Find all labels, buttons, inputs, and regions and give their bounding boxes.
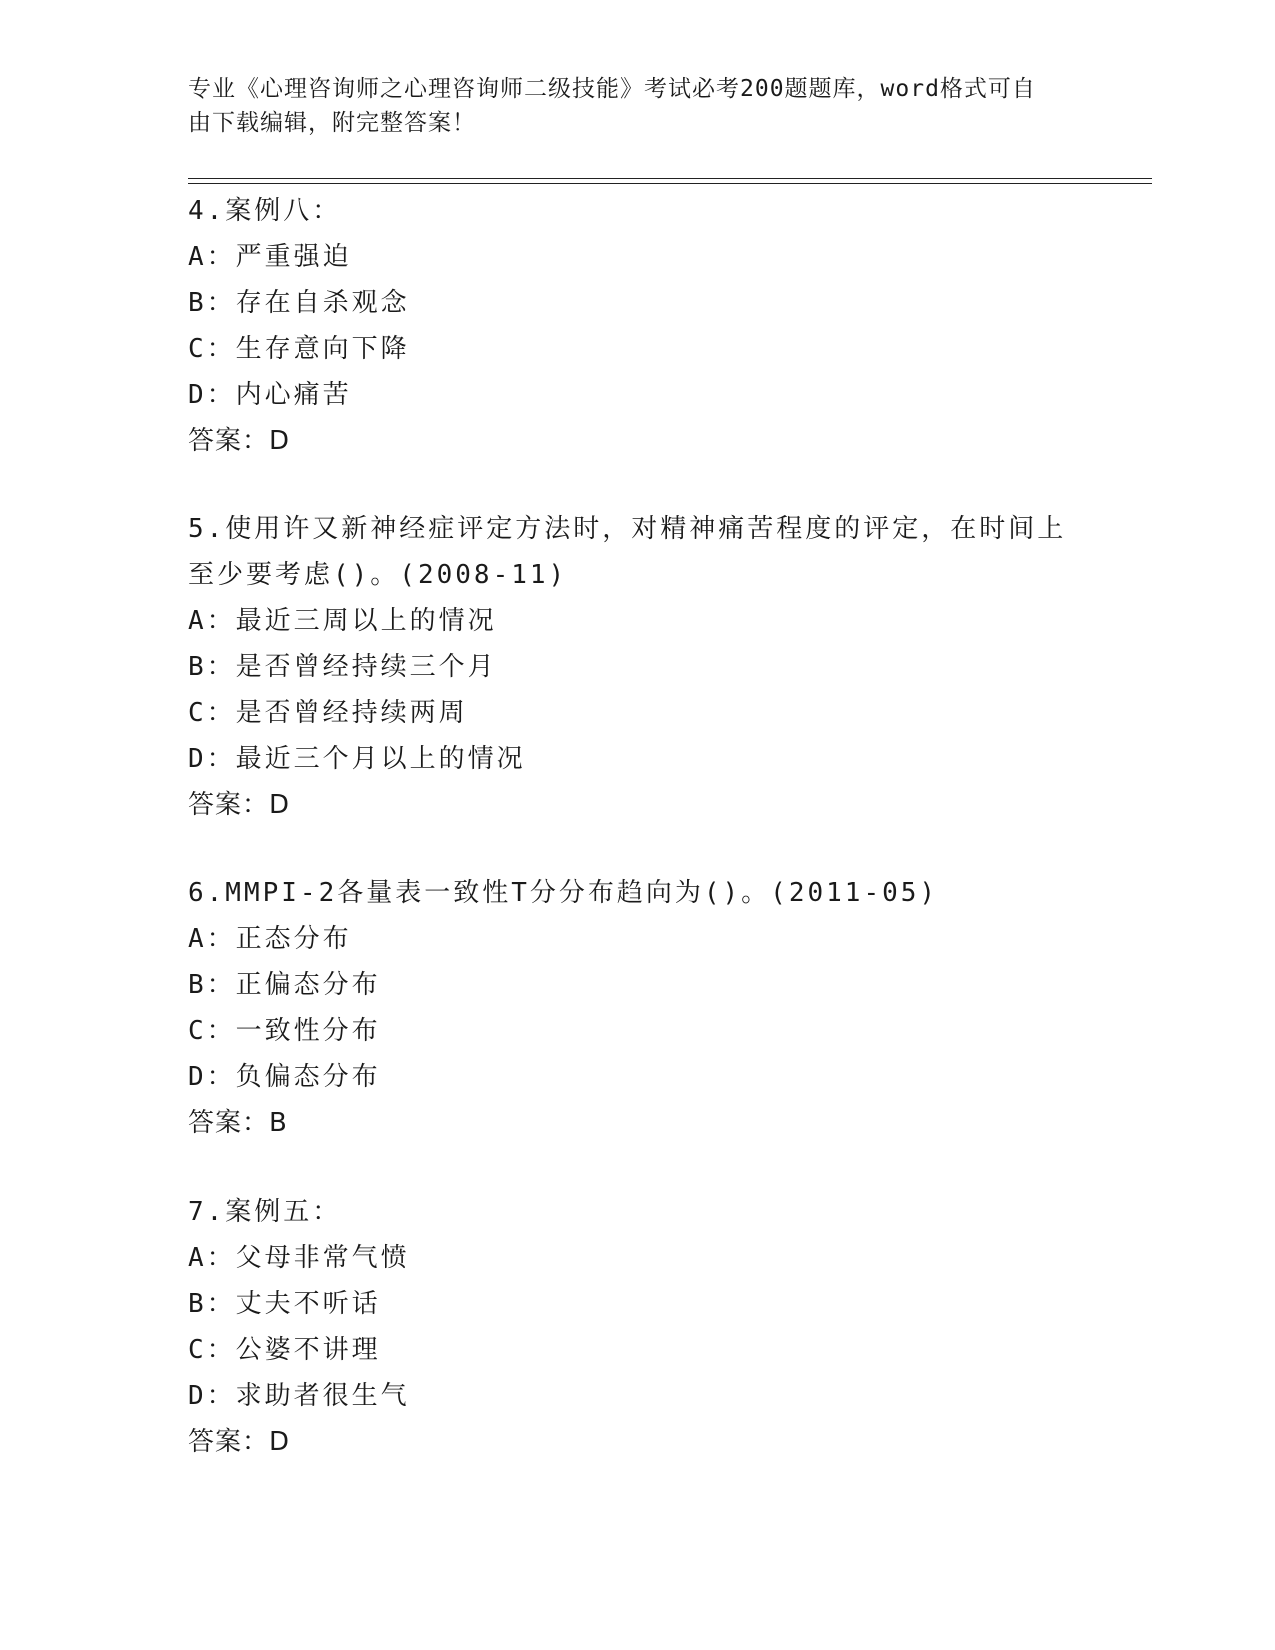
option-b: B：正偏态分布: [188, 970, 381, 1000]
option-d: D：负偏态分布: [188, 1062, 381, 1092]
answer-line: 答案：D: [188, 1427, 291, 1457]
option-b: B：存在自杀观念: [188, 288, 410, 318]
option-c: C：公婆不讲理: [188, 1335, 381, 1365]
question-4: [188, 188, 1088, 464]
question-stem: 6.MMPI-2各量表一致性T分分布趋向为()。(2011-05): [188, 878, 939, 908]
header-divider-bottom: [188, 183, 1152, 184]
question-stem-continued: 至少要考虑()。(2008-11): [188, 560, 568, 590]
intro-line-2: 由下载编辑，附完整答案！: [188, 110, 476, 136]
option-d: D：求助者很生气: [188, 1381, 410, 1411]
option-d: D：最近三个月以上的情况: [188, 744, 526, 774]
option-a: A：最近三周以上的情况: [188, 606, 497, 636]
option-c: C：生存意向下降: [188, 334, 410, 364]
answer-line: 答案：D: [188, 426, 291, 456]
question-6: [188, 870, 1088, 1146]
answer-line: 答案：D: [188, 790, 291, 820]
option-a: A：正态分布: [188, 924, 352, 954]
question-7: [188, 1189, 1088, 1465]
document-intro: [188, 72, 1068, 140]
option-d: D：内心痛苦: [188, 380, 352, 410]
intro-line-1: 专业《心理咨询师之心理咨询师二级技能》考试必考200题题库，word格式可自: [188, 76, 1036, 102]
question-stem: 4.案例八：: [188, 196, 342, 226]
option-b: B：是否曾经持续三个月: [188, 652, 497, 682]
question-stem: 7.案例五：: [188, 1197, 342, 1227]
answer-line: 答案：B: [188, 1108, 288, 1138]
header-divider-top: [188, 178, 1152, 179]
option-a: A：父母非常气愤: [188, 1243, 410, 1273]
option-a: A：严重强迫: [188, 242, 352, 272]
option-c: C：一致性分布: [188, 1016, 381, 1046]
question-5: [188, 506, 1088, 828]
option-b: B：丈夫不听话: [188, 1289, 381, 1319]
option-c: C：是否曾经持续两周: [188, 698, 468, 728]
question-stem: 5.使用许又新神经症评定方法时，对精神痛苦程度的评定，在时间上: [188, 514, 1067, 544]
